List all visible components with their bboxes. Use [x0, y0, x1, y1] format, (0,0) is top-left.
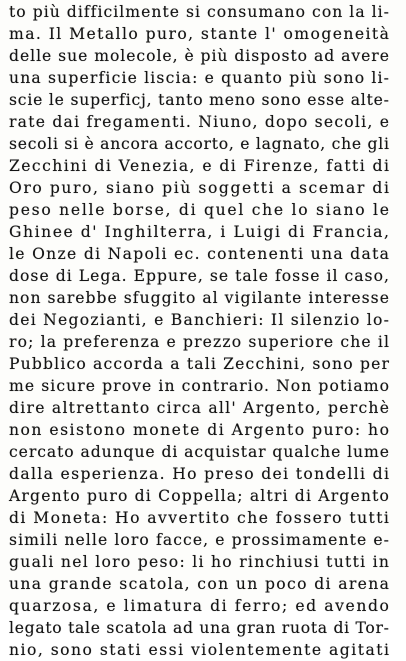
text-line: dire altrettanto circa all' Argento, perchè	[9, 399, 391, 417]
text-line: me sicure prove in contrario. Non potiamo	[9, 377, 391, 395]
page-text	[9, 1, 389, 661]
text-line: una grande scatola, con un poco di arena	[9, 575, 391, 593]
text-line: delle sue molecole, è più disposto ad avere	[9, 47, 390, 65]
text-line: simili nelle loro facce, e prossimamente e-	[9, 531, 391, 549]
text-line: dei Negozianti, e Banchieri: Il silenzio lo-	[9, 311, 391, 329]
text-line: cercato adunque di acquistar qualche lume	[9, 443, 390, 461]
text-line: non sarebbe sfuggito al vigilante interesse	[9, 289, 390, 307]
text-line: guali nel loro peso: li ho rinchiusi tutti in	[9, 553, 391, 571]
text-line: dalla esperienza. Ho preso dei tondelli di	[9, 465, 391, 483]
text-line: peso nelle borse, di quel che lo siano le	[9, 201, 391, 219]
text-line: Oro puro, siano più soggetti a scemar di	[9, 179, 391, 197]
text-line: legato tale scatola ad una gran ruota di Tor-	[9, 619, 390, 637]
text-line: Pubblico accorda a tali Zecchini, sono per	[9, 355, 391, 373]
text-line: una superficie liscia: e quanto più sono li-	[9, 69, 391, 87]
text-line: secoli si è ancora accorto, e lagnato, che gli	[9, 135, 390, 153]
text-line: Argento puro di Coppella; altri di Argento	[9, 487, 391, 505]
text-line: Ghinee d' Inghilterra, i Luigi di Francia,	[9, 223, 391, 241]
text-line: ma. Il Metallo puro, stante l' omogeneità	[9, 25, 391, 43]
text-line: to più difficilmente si consumano con la li-	[9, 3, 390, 21]
text-line: scie le superficj, tanto meno sono esse alte-	[9, 91, 390, 109]
text-line: ro; la preferenza e prezzo superiore che il	[9, 333, 391, 351]
text-line: non esistono monete di Argento puro: ho	[9, 421, 391, 439]
text-line: di Moneta: Ho avvertito che fossero tutti	[9, 509, 391, 527]
text-line: rate dai fregamenti. Niuno, dopo secoli, e	[9, 113, 391, 131]
text-line: Zecchini di Venezia, e di Firenze, fatti di	[9, 157, 391, 175]
text-line: nio, sono stati essi violentemente agitati	[9, 641, 391, 659]
text-line: quarzosa, e limatura di ferro; ed avendo	[9, 597, 391, 615]
text-line: dose di Lega. Eppure, se tale fosse il caso,	[9, 267, 390, 285]
text-line: le Onze di Napoli ec. contenenti una data	[9, 245, 391, 263]
